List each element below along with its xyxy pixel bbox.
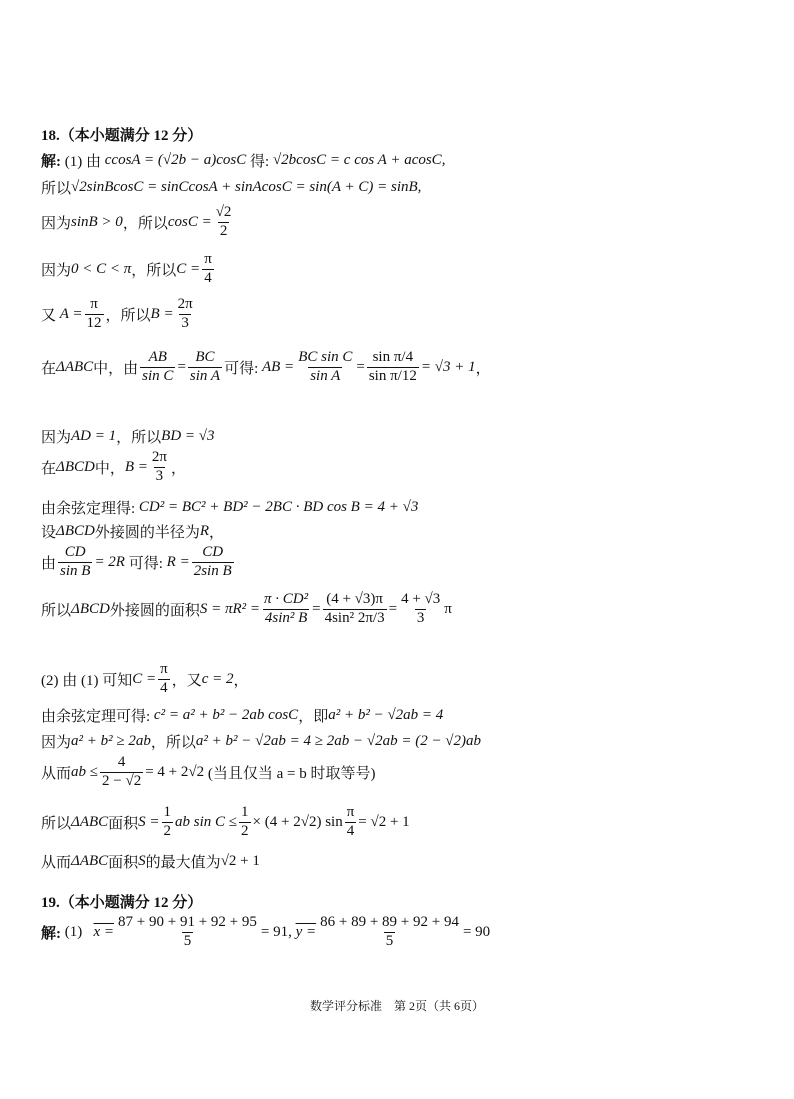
q18-line6: 在 ΔABC 中，由 $\frac{AB}{\text{sin C}}$ = $\frac{BC}{\text{sin A}}$ 可得: AB = $\frac{\text{BC sin C}}{\text{sin A}}$ = $\frac{\text{sin π/4}}{\text{sin π/12}}$ = √3 + 1 ， [41, 349, 491, 384]
math: ccosA = (√2b − a)cosC [104, 152, 247, 168]
text: 中， [94, 460, 125, 477]
fraction: $\frac{\pi}{4}$ [346, 804, 355, 839]
math: AB = [261, 358, 295, 375]
q18-line7 [41, 426, 215, 447]
text: 从而 [41, 855, 72, 871]
math: sinB > 0 [71, 213, 123, 230]
text: 因为 [41, 215, 72, 232]
text: 面积 [108, 815, 139, 832]
math: a² + b² − √2ab = 4 ≥ 2ab − √2ab = (2 − √2)ab [195, 733, 482, 749]
q18-line15 [41, 731, 481, 752]
text: 面积 [108, 855, 139, 871]
text: ，即 [298, 709, 329, 725]
text: 在 [41, 360, 57, 377]
math: S [138, 853, 146, 869]
q18-line1 [41, 150, 445, 171]
text: ，所以 [116, 430, 162, 446]
math: π [444, 600, 452, 617]
q18-title: 18.（本小题满分 12 分） [41, 128, 203, 144]
math: √2 + 1 [220, 853, 260, 869]
text: ，所以 [105, 307, 151, 324]
math: c = 2 [201, 670, 234, 687]
math: a² + b² ≥ 2ab [71, 733, 151, 749]
math: = √2 + 1 [358, 813, 410, 830]
math: × (4 + 2√2) sin [252, 813, 343, 830]
math: ΔBCD [56, 458, 95, 475]
text: 所以 [41, 181, 72, 197]
text: 的最大值为 [145, 855, 221, 871]
math: B = [150, 305, 174, 322]
math: CD² = BC² + BD² − 2BC · BD cos B = 4 + √3 [138, 499, 419, 515]
text: 可得: [128, 555, 163, 572]
math: A = [59, 305, 83, 322]
math: S = [138, 813, 160, 830]
text: ，又 [171, 672, 202, 689]
math: y = [295, 923, 317, 940]
fraction: $\frac{CD}{\text{2sin B}}$ [193, 544, 232, 579]
math: = [177, 358, 186, 375]
fraction: $\frac{AB}{\text{sin C}}$ [142, 349, 174, 384]
text: 在 [41, 460, 57, 477]
text: (2) 由 (1) 可知 [41, 672, 133, 689]
q18-line14 [41, 705, 443, 726]
text: (当且仅当 a = b 时取等号) [207, 765, 376, 782]
fraction: $\frac{√2}{2}$ [215, 204, 232, 239]
text: 所以 [41, 815, 72, 832]
math: 0 < C < π [71, 260, 132, 277]
math: a² + b² − √2ab = 4 [328, 707, 444, 723]
q18-line18 [41, 851, 260, 872]
fraction: $\frac{\text{sin π/4}}{\text{sin π/12}}$ [368, 349, 417, 384]
text: ， [475, 360, 491, 377]
q18-line3 [41, 205, 235, 240]
fraction: $\frac{1}{2}$ [241, 804, 249, 839]
text: 又 [41, 307, 57, 324]
q18-line12: 所以 ΔBCD 外接圆的面积 S = πR² = $\frac{\text{π · CD²}}{\text{4sin² B}}$ = $\frac{(4 + √3)\pi}{\text{4sin² 2π/3}}$ = $\frac{4 + √3}{3}$ π [41, 591, 452, 626]
text: ， [209, 525, 225, 541]
math: ab ≤ [71, 763, 98, 780]
text: ， [233, 672, 249, 689]
math: ab sin C ≤ [175, 813, 238, 830]
fraction: $\frac{\pi}{4}$ [204, 251, 212, 286]
fraction: $\frac{1}{2}$ [163, 804, 172, 839]
math: C = [176, 260, 201, 277]
math: = 4 + 2√2 [145, 763, 205, 780]
fraction: $\frac{BC}{\text{sin A}}$ [189, 349, 221, 384]
text: , [441, 152, 446, 168]
text: 设 [41, 525, 57, 541]
math: ΔABC [71, 813, 109, 830]
fraction: $\frac{2\pi}{3}$ [177, 296, 193, 331]
fraction: $\frac{\pi}{4}$ [160, 661, 168, 696]
fraction: $\frac{(4 + √3)\pi}{\text{4sin² 2π/3}}$ [324, 591, 385, 626]
fraction: $\frac{2\pi}{3}$ [151, 449, 167, 484]
math: = 2R [94, 553, 125, 570]
jie-label: 解: [41, 154, 61, 170]
text: 由余弦定理得: [41, 501, 136, 517]
fraction: $\frac{87 + 90 + 91 + 92 + 95}{5}$ [118, 914, 257, 949]
text: 中，由 [93, 360, 139, 377]
q18-line11 [41, 545, 236, 580]
text: 从而 [41, 765, 72, 782]
text: 因为 [41, 735, 72, 751]
text: 由余弦定理可得: [41, 709, 151, 725]
text: (1) 由 [64, 154, 101, 170]
q18-line8 [41, 450, 186, 485]
text: 因为 [41, 262, 72, 279]
q19-title: 19.（本小题满分 12 分） [41, 895, 203, 911]
math: √2sinBcosC = sinCcosA + sinAcosC = sin(A + C) = sinB [71, 179, 418, 195]
text: ，所以 [122, 215, 168, 232]
math: x = [93, 923, 115, 940]
q18-line16 [41, 755, 375, 790]
q18-line17 [41, 805, 410, 840]
math: ΔABC [71, 853, 109, 869]
fraction: $\frac{86 + 89 + 89 + 92 + 94}{5}$ [320, 914, 459, 949]
q18-line4 [41, 252, 216, 287]
text: 得: [250, 154, 270, 170]
text: 可得: [224, 360, 259, 377]
fraction: $\frac{\text{BC sin C}}{\text{sin A}}$ [298, 349, 353, 384]
math: C = [132, 670, 157, 687]
math: = 90 [462, 923, 491, 940]
math: ΔBCD [71, 600, 110, 617]
q19-line1 [41, 915, 490, 950]
math: c² = a² + b² − 2ab cosC [153, 707, 299, 723]
page-footer: 数学评分标准 第 2页（共 6页） [309, 999, 484, 1013]
math: R [199, 523, 210, 539]
math: BD = √3 [161, 428, 215, 444]
fraction: $\frac{\pi}{12}$ [86, 296, 102, 331]
math: cosC = [167, 213, 212, 230]
fraction: $\frac{CD}{\text{sin B}}$ [60, 544, 91, 579]
math: R = [166, 553, 190, 570]
fraction: $\frac{4}{2 - √2}$ [102, 754, 142, 789]
text: (1) [64, 923, 83, 940]
text: ，所以 [131, 262, 177, 279]
fraction: $\frac{4 + √3}{3}$ [401, 591, 441, 626]
fraction: $\frac{\text{π · CD²}}{\text{4sin² B}}$ [264, 591, 309, 626]
math: = √3 + 1 [420, 358, 476, 375]
math: B = [124, 458, 148, 475]
jie-label: 解: [41, 925, 61, 942]
math: √2bcosC = c cos A + acosC [272, 152, 442, 168]
math: ΔABC [56, 358, 94, 375]
q18-part2-line1 [41, 662, 249, 697]
text: , [417, 179, 422, 195]
text: 由 [41, 555, 57, 572]
text: 因为 [41, 430, 72, 446]
text: ， [170, 460, 186, 477]
q18-line5 [41, 297, 197, 332]
text: ，所以 [150, 735, 196, 751]
text: 外接圆的面积 [109, 602, 200, 619]
q18-line9 [41, 497, 418, 518]
math: ΔBCD [56, 523, 95, 539]
math: AD = 1 [71, 428, 117, 444]
text: 所以 [41, 602, 72, 619]
q18-line10 [41, 521, 224, 542]
text: 外接圆的半径为 [94, 525, 200, 541]
math: = 91, [260, 923, 292, 940]
math: S = πR² = [199, 600, 261, 617]
q18-line2 [41, 177, 421, 198]
